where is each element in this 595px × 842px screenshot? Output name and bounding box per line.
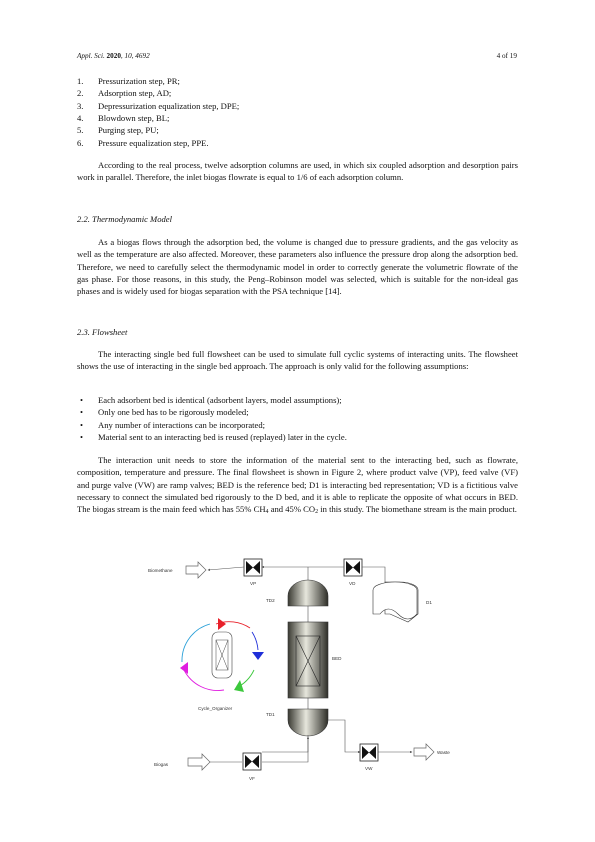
biogas-label: Biogas: [154, 762, 169, 767]
vd-label: VD: [349, 581, 356, 586]
assumption-list: [77, 394, 518, 443]
assumption-item: [77, 406, 518, 418]
td1-vessel: [266, 709, 328, 736]
d1-label: D1: [426, 600, 432, 605]
biogas-stream: [154, 754, 210, 770]
step-text: Pressurization step, PR;: [98, 76, 180, 86]
green-arrow-icon: [234, 680, 244, 692]
bed-label: BED: [332, 656, 342, 661]
flowsheet-figure: [140, 552, 460, 792]
biomethane-arrow-icon: [186, 562, 206, 578]
vd-valve: [344, 559, 362, 586]
vw-valve: [360, 744, 378, 771]
pipe-td1-vf: [262, 735, 308, 752]
pipe-vd-d1: [362, 567, 385, 582]
magenta-arrow-icon: [180, 662, 188, 674]
biogas-arrow-icon: [188, 754, 210, 770]
vp-label: VP: [250, 581, 257, 586]
waste-arrow-icon: [414, 744, 434, 760]
assumption-text: Only one bed has to be rigorously modeled;: [98, 407, 249, 418]
td1-label: TD1: [266, 712, 275, 717]
step-list: [77, 75, 517, 149]
assumption-text: Material sent to an interacting bed is reused (replayed) later in the cycle.: [98, 432, 347, 443]
assumption-item: [77, 431, 518, 443]
blue-arrow-icon: [252, 652, 264, 660]
pipe-vp-biomethane: [208, 567, 244, 570]
step-text: Blowdown step, BL;: [98, 113, 170, 124]
step-item: [77, 87, 517, 99]
step-item: [77, 124, 517, 136]
step-text: Purging step, PU;: [98, 125, 159, 136]
bullet-icon: •: [80, 395, 84, 405]
paragraph-flowsheet: The interacting single bed full flowsheet can be used to simulate full cyclic systems of interacting units. The flowsheet shows the use of interacting in the single bed approach. The approach is only valid for the following assumptions:: [77, 349, 518, 372]
waste-label: Waste: [437, 750, 450, 755]
paragraph-thermodynamic: As a biogas flows through the adsorption bed, the volume is changed due to pressure gradients, and the gas velocity as well as the temperature are also affected. Moreover, these parameters also influence the pressure drop along the adsorption bed. Therefore, we need to carefully select the thermodynamic model in order to correctly generate the volumetric flowrate of the gas phase. For those reasons, in this study, the Peng–Robinson model was selected, which is suitable for the non-ideal gas phases and is widely used for biogas separation with the PSA technique [14].: [77, 237, 518, 297]
biomethane-label: Biomethane: [148, 568, 173, 573]
assumption-item: [77, 419, 518, 431]
red-arrow-icon: [218, 618, 226, 630]
biomethane-stream: [148, 562, 206, 578]
td2-vessel: [266, 580, 328, 606]
step-number: 4.: [77, 113, 84, 124]
page-header: [77, 52, 517, 64]
step-text: Adsorption step, AD;: [98, 88, 172, 99]
bed-column: [288, 622, 342, 698]
td2-label: TD2: [266, 598, 275, 603]
vp-valve: [244, 559, 262, 586]
assumption-text: Each adsorbent bed is identical (adsorbent layers, model assumptions);: [98, 395, 342, 405]
step-text: Pressure equalization step, PPE.: [98, 137, 209, 148]
step-number: 6.: [77, 137, 84, 148]
step-number: 3.: [77, 100, 84, 111]
step-item: [77, 100, 517, 112]
paragraph-process: According to the real process, twelve adsorption columns are used, in which six coupled adsorption and desorption pairs work in parallel. Therefore, the inlet biogas flowrate is equal to 1/6 of each adsorption column.: [77, 160, 518, 183]
vw-label: VW: [365, 766, 373, 771]
step-number: 2.: [77, 88, 84, 99]
step-item: [77, 112, 517, 124]
step-item: [77, 75, 517, 87]
journal-citation: Appl. Sci. 2020, 10, 4692: [77, 52, 150, 60]
vf-valve: [243, 753, 261, 781]
bullet-icon: •: [80, 432, 84, 443]
vf-label: VF: [249, 776, 255, 781]
pipe-vf-td1: [262, 737, 308, 762]
page-number: 4 of 19: [496, 52, 517, 60]
waste-stream: [414, 744, 450, 760]
section-heading-thermodynamic: 2.2. Thermodynamic Model: [77, 214, 172, 224]
d1-tank: [373, 582, 432, 622]
step-number: 5.: [77, 125, 84, 136]
section-heading-flowsheet: 2.3. Flowsheet: [77, 327, 128, 337]
step-text: Depressurization equalization step, DPE;: [98, 100, 240, 111]
bullet-icon: •: [80, 407, 84, 418]
step-number: 1.: [77, 76, 84, 86]
bullet-icon: •: [80, 419, 84, 430]
assumption-text: Any number of interactions can be incorporated;: [98, 419, 266, 430]
paragraph-interaction: The interaction unit needs to store the information of the material sent to the interacting bed, such as flowrate, composition, temperature and pressure. The final flowsheet is shown in Figure 2, where product valve (VP), feed valve (VF) and purge valve (VW) are ramp valves; BED is the reference bed; D1 is interacting bed representation; VD is a fictitious valve necessary to connect the simulated bed rigorously to the D bed, and it is able to replicate the opposite of what occurs in BED. The biogas stream is the main feed which has 55% $CH_4$ and 45% $CO_2$ in this study. The biomethane stream is the main product.: [77, 455, 518, 516]
cycle-organizer: [180, 618, 264, 711]
cycle-organizer-label: Cycle_Organizer: [198, 706, 233, 711]
step-item: [77, 137, 517, 149]
assumption-item: [77, 394, 518, 406]
pipe-td1-vw: [328, 720, 360, 752]
